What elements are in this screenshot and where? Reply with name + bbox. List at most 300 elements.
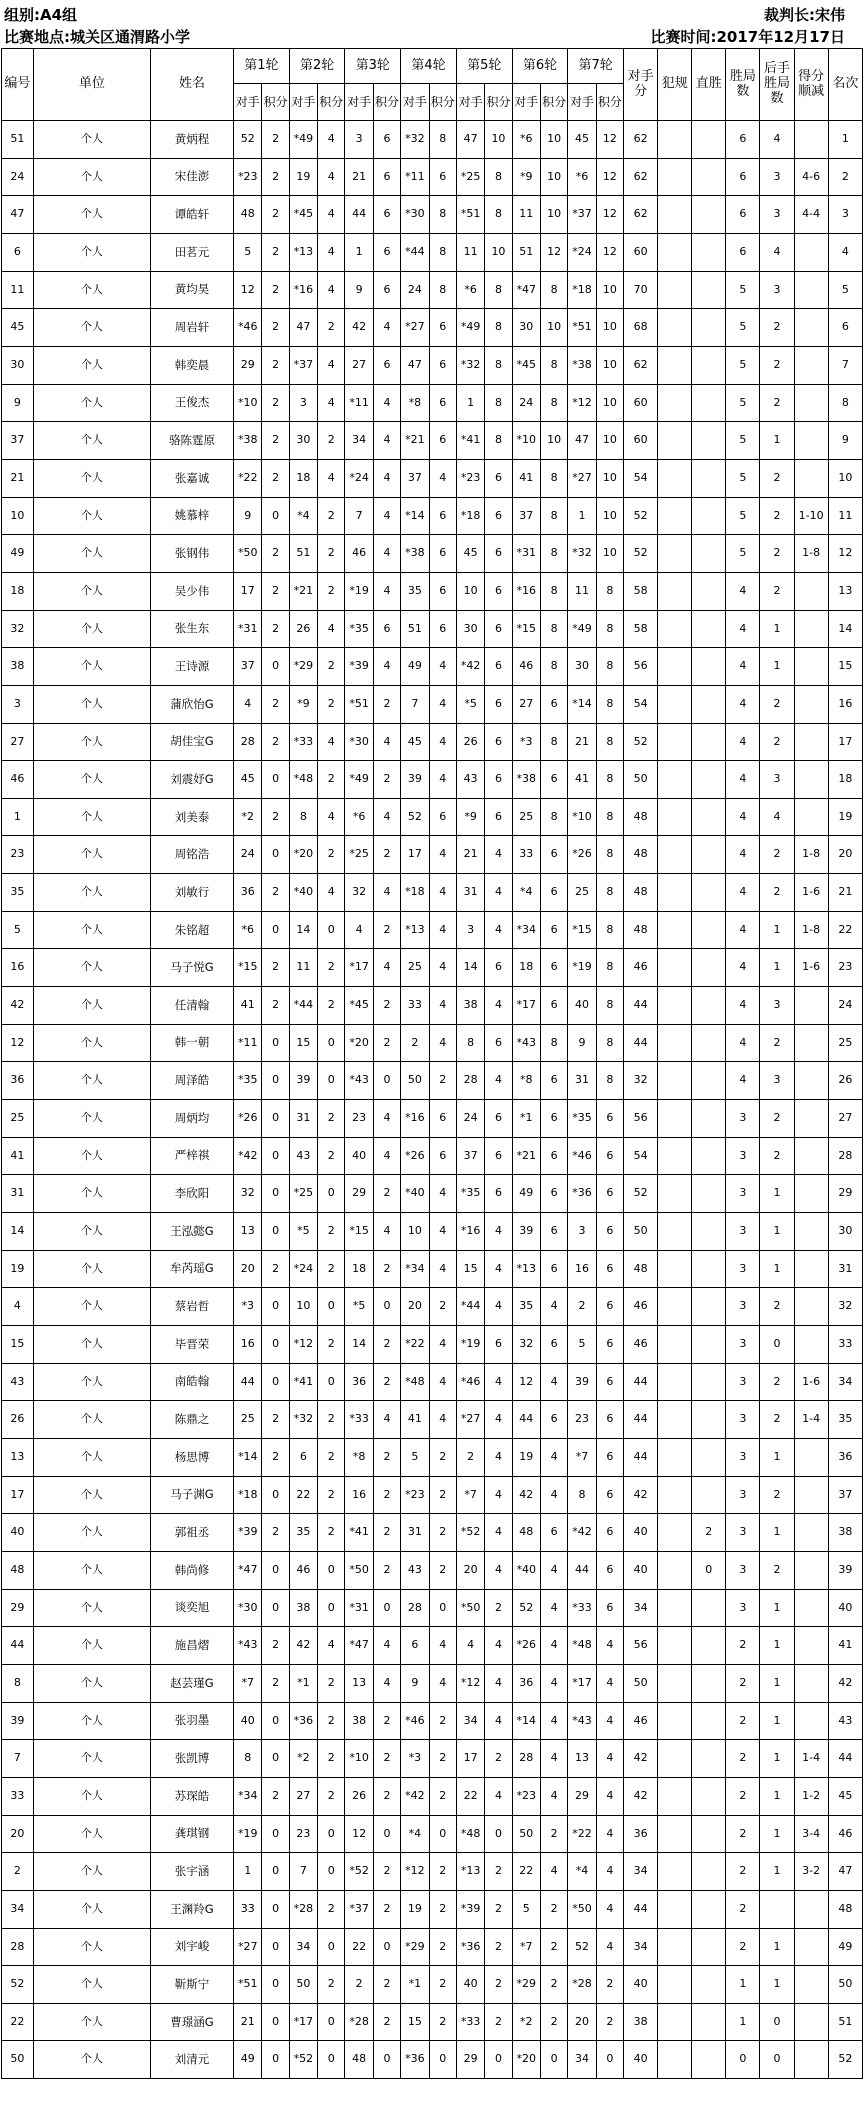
- r3-score-cell: 0: [373, 2041, 400, 2079]
- r5-score-cell: 2: [485, 1589, 512, 1627]
- black-wins-cell: 3: [760, 987, 794, 1025]
- r4-opponent-cell: *8: [401, 384, 429, 422]
- score-deduct-cell: [794, 2041, 828, 2079]
- wins-cell: 5: [726, 346, 760, 384]
- wins-cell: 1: [726, 1966, 760, 2004]
- score-deduct-cell: [794, 723, 828, 761]
- r7-score-cell: 12: [596, 158, 623, 196]
- direct-win-cell: [692, 1777, 726, 1815]
- r3-score-cell: 2: [373, 1326, 400, 1364]
- r5-score-cell: 6: [485, 798, 512, 836]
- opponent-score-cell: 62: [624, 196, 658, 234]
- r1-opponent-cell: 32: [234, 1175, 262, 1213]
- r5-opponent-cell: *9: [456, 798, 484, 836]
- player-name-cell: 杨思博: [150, 1438, 233, 1476]
- r7-opponent-cell: 16: [568, 1250, 596, 1288]
- foul-cell: [658, 309, 692, 347]
- r5-score-cell: 8: [485, 309, 512, 347]
- r7-opponent-cell: *7: [568, 1438, 596, 1476]
- player-no-cell: 37: [2, 422, 34, 460]
- r4-opponent-cell: 49: [401, 648, 429, 686]
- r4-score-cell: 6: [429, 422, 456, 460]
- opponent-subheader: 对手: [568, 84, 596, 121]
- rank-cell: 7: [828, 346, 862, 384]
- r3-opponent-cell: 42: [345, 309, 373, 347]
- direct-win-cell: [692, 1928, 726, 1966]
- score-deduct-cell: 4-4: [794, 196, 828, 234]
- r4-opponent-cell: 37: [401, 459, 429, 497]
- r2-score-cell: 2: [318, 836, 345, 874]
- r5-score-cell: 6: [485, 459, 512, 497]
- r6-score-cell: 6: [541, 1514, 568, 1552]
- r4-opponent-cell: 51: [401, 610, 429, 648]
- player-no-cell: 28: [2, 1928, 34, 1966]
- r4-opponent-cell: 24: [401, 271, 429, 309]
- score-deduct-cell: [794, 1928, 828, 1966]
- r4-score-cell: 2: [429, 1062, 456, 1100]
- r7-score-cell: 6: [596, 1288, 623, 1326]
- direct-win-cell: [692, 1740, 726, 1778]
- r1-opponent-cell: 16: [234, 1326, 262, 1364]
- direct-win-cell: [692, 1100, 726, 1138]
- opponent-subheader: 对手: [401, 84, 429, 121]
- r7-opponent-cell: 2: [568, 1288, 596, 1326]
- r4-opponent-cell: *16: [401, 1100, 429, 1138]
- r3-opponent-cell: *17: [345, 949, 373, 987]
- foul-cell: [658, 1966, 692, 2004]
- player-no-cell: 24: [2, 158, 34, 196]
- player-name-cell: 刘美泰: [150, 798, 233, 836]
- score-deduct-cell: 1-4: [794, 1740, 828, 1778]
- r4-opponent-cell: 50: [401, 1062, 429, 1100]
- r3-opponent-cell: *10: [345, 1740, 373, 1778]
- r6-opponent-cell: *4: [512, 874, 540, 912]
- foul-cell: [658, 836, 692, 874]
- r7-opponent-cell: 23: [568, 1401, 596, 1439]
- r1-score-cell: 2: [262, 422, 289, 460]
- black-wins-cell: 3: [760, 271, 794, 309]
- r2-opponent-cell: 39: [289, 1062, 317, 1100]
- opponent-score-cell: 56: [624, 1100, 658, 1138]
- r6-opponent-cell: 18: [512, 949, 540, 987]
- score-deduct-cell: [794, 648, 828, 686]
- unit-cell: 个人: [33, 761, 150, 799]
- wins-cell: 6: [726, 121, 760, 159]
- unit-cell: 个人: [33, 1476, 150, 1514]
- r5-opponent-cell: 38: [456, 987, 484, 1025]
- r6-score-cell: 4: [541, 1740, 568, 1778]
- direct-win-cell: [692, 1476, 726, 1514]
- r3-opponent-cell: *39: [345, 648, 373, 686]
- col-unit-header: 单位: [33, 49, 150, 121]
- r7-opponent-cell: *43: [568, 1702, 596, 1740]
- r1-score-cell: 0: [262, 1890, 289, 1928]
- player-name-cell: 严梓祺: [150, 1137, 233, 1175]
- table-row: [2, 422, 863, 460]
- r4-score-cell: 6: [429, 497, 456, 535]
- r5-opponent-cell: *18: [456, 497, 484, 535]
- table-row: [2, 1250, 863, 1288]
- r4-opponent-cell: 20: [401, 1288, 429, 1326]
- r6-opponent-cell: 44: [512, 1401, 540, 1439]
- r5-score-cell: 2: [485, 1853, 512, 1891]
- r7-score-cell: 10: [596, 384, 623, 422]
- foul-cell: [658, 987, 692, 1025]
- opponent-score-cell: 44: [624, 1024, 658, 1062]
- r1-opponent-cell: *30: [234, 1589, 262, 1627]
- table-row: [2, 346, 863, 384]
- r4-opponent-cell: 31: [401, 1514, 429, 1552]
- opponent-score-cell: 42: [624, 1740, 658, 1778]
- opponent-score-cell: 48: [624, 836, 658, 874]
- r1-score-cell: 2: [262, 1438, 289, 1476]
- r7-opponent-cell: *50: [568, 1890, 596, 1928]
- r5-opponent-cell: *7: [456, 1476, 484, 1514]
- table-row: [2, 761, 863, 799]
- r5-opponent-cell: 3: [456, 911, 484, 949]
- r3-opponent-cell: *51: [345, 685, 373, 723]
- r6-score-cell: 2: [541, 1815, 568, 1853]
- r4-score-cell: 4: [429, 949, 456, 987]
- r4-score-cell: 4: [429, 1401, 456, 1439]
- r1-score-cell: 2: [262, 1250, 289, 1288]
- foul-cell: [658, 1213, 692, 1251]
- r2-opponent-cell: *1: [289, 1664, 317, 1702]
- player-no-cell: 17: [2, 1476, 34, 1514]
- r3-opponent-cell: 38: [345, 1702, 373, 1740]
- r5-score-cell: 4: [485, 1401, 512, 1439]
- r2-score-cell: 2: [318, 1664, 345, 1702]
- r5-opponent-cell: 30: [456, 610, 484, 648]
- r2-score-cell: 2: [318, 1966, 345, 2004]
- r4-opponent-cell: *4: [401, 1815, 429, 1853]
- score-deduct-cell: 1-4: [794, 1401, 828, 1439]
- r6-score-cell: 6: [541, 1326, 568, 1364]
- r6-score-cell: 10: [541, 309, 568, 347]
- r3-score-cell: 4: [373, 1627, 400, 1665]
- table-row: [2, 158, 863, 196]
- wins-cell: 5: [726, 497, 760, 535]
- direct-win-header: 直胜: [692, 49, 726, 121]
- unit-cell: 个人: [33, 911, 150, 949]
- direct-win-cell: [692, 1702, 726, 1740]
- wins-cell: 3: [726, 1100, 760, 1138]
- foul-cell: [658, 874, 692, 912]
- r3-score-cell: 2: [373, 911, 400, 949]
- black-wins-cell: 2: [760, 723, 794, 761]
- rank-cell: 28: [828, 1137, 862, 1175]
- score-subheader: 积分: [429, 84, 456, 121]
- r1-score-cell: 0: [262, 2003, 289, 2041]
- r5-score-cell: 4: [485, 1551, 512, 1589]
- r1-score-cell: 2: [262, 874, 289, 912]
- r7-opponent-cell: 9: [568, 1024, 596, 1062]
- unit-cell: 个人: [33, 2003, 150, 2041]
- r1-opponent-cell: *7: [234, 1664, 262, 1702]
- table-row: [2, 459, 863, 497]
- r3-score-cell: 2: [373, 1363, 400, 1401]
- unit-cell: 个人: [33, 121, 150, 159]
- player-no-cell: 33: [2, 1777, 34, 1815]
- wins-cell: 4: [726, 685, 760, 723]
- table-row: [2, 723, 863, 761]
- r4-opponent-cell: *22: [401, 1326, 429, 1364]
- rank-cell: 26: [828, 1062, 862, 1100]
- r7-opponent-cell: 30: [568, 648, 596, 686]
- r7-opponent-cell: 25: [568, 874, 596, 912]
- unit-cell: 个人: [33, 1514, 150, 1552]
- r3-opponent-cell: *24: [345, 459, 373, 497]
- r2-opponent-cell: 43: [289, 1137, 317, 1175]
- black-wins-cell: 1: [760, 1928, 794, 1966]
- r4-opponent-cell: *18: [401, 874, 429, 912]
- player-name-cell: 龚琪钢: [150, 1815, 233, 1853]
- score-deduct-cell: [794, 1664, 828, 1702]
- direct-win-cell: [692, 1024, 726, 1062]
- player-no-cell: 32: [2, 610, 34, 648]
- r4-score-cell: 4: [429, 761, 456, 799]
- table-row: [2, 1175, 863, 1213]
- r4-opponent-cell: 39: [401, 761, 429, 799]
- player-name-cell: 周铭浩: [150, 836, 233, 874]
- black-wins-cell: 2: [760, 459, 794, 497]
- player-name-cell: 靳斯宁: [150, 1966, 233, 2004]
- black-wins-cell: 2: [760, 535, 794, 573]
- direct-win-cell: [692, 309, 726, 347]
- wins-cell: 3: [726, 1551, 760, 1589]
- player-no-cell: 34: [2, 1890, 34, 1928]
- direct-win-cell: [692, 1589, 726, 1627]
- foul-cell: [658, 1853, 692, 1891]
- player-name-cell: 马子悦G: [150, 949, 233, 987]
- opponent-score-cell: 46: [624, 1288, 658, 1326]
- r7-opponent-cell: *49: [568, 610, 596, 648]
- r6-opponent-cell: *10: [512, 422, 540, 460]
- unit-cell: 个人: [33, 1062, 150, 1100]
- r5-opponent-cell: *42: [456, 648, 484, 686]
- r6-score-cell: 6: [541, 1175, 568, 1213]
- direct-win-cell: [692, 1401, 726, 1439]
- unit-cell: 个人: [33, 1288, 150, 1326]
- player-name-cell: 李欣阳: [150, 1175, 233, 1213]
- r2-score-cell: 2: [318, 1137, 345, 1175]
- r5-opponent-cell: 20: [456, 1551, 484, 1589]
- r7-score-cell: 4: [596, 1627, 623, 1665]
- table-row: [2, 1966, 863, 2004]
- r4-score-cell: 6: [429, 798, 456, 836]
- rank-cell: 40: [828, 1589, 862, 1627]
- r2-opponent-cell: *48: [289, 761, 317, 799]
- wins-cell: 2: [726, 1740, 760, 1778]
- round-header: 第2轮: [289, 49, 345, 84]
- player-no-cell: 13: [2, 1438, 34, 1476]
- r4-opponent-cell: 47: [401, 346, 429, 384]
- r5-score-cell: 6: [485, 723, 512, 761]
- r6-opponent-cell: *23: [512, 1777, 540, 1815]
- r4-opponent-cell: *26: [401, 1137, 429, 1175]
- table-row: [2, 1514, 863, 1552]
- black-wins-cell: 2: [760, 1363, 794, 1401]
- rank-cell: 15: [828, 648, 862, 686]
- opponent-score-cell: 48: [624, 911, 658, 949]
- r3-score-cell: 2: [373, 1740, 400, 1778]
- opponent-score-cell: 36: [624, 1815, 658, 1853]
- player-name-cell: 周泽皓: [150, 1062, 233, 1100]
- opponent-score-cell: 56: [624, 1627, 658, 1665]
- foul-cell: [658, 1476, 692, 1514]
- r1-score-cell: 0: [262, 1288, 289, 1326]
- col-no-header: 编号: [2, 49, 34, 121]
- r1-score-cell: 2: [262, 685, 289, 723]
- r3-score-cell: 2: [373, 1175, 400, 1213]
- r6-opponent-cell: 51: [512, 233, 540, 271]
- opponent-score-cell: 56: [624, 648, 658, 686]
- r2-score-cell: 2: [318, 535, 345, 573]
- r1-opponent-cell: *34: [234, 1777, 262, 1815]
- r5-opponent-cell: 21: [456, 836, 484, 874]
- r6-opponent-cell: 28: [512, 1740, 540, 1778]
- r7-opponent-cell: *48: [568, 1627, 596, 1665]
- score-deduct-cell: [794, 1062, 828, 1100]
- player-no-cell: 48: [2, 1551, 34, 1589]
- rank-cell: 36: [828, 1438, 862, 1476]
- rank-cell: 35: [828, 1401, 862, 1439]
- r7-opponent-cell: *28: [568, 1966, 596, 2004]
- r1-score-cell: 2: [262, 1401, 289, 1439]
- r7-score-cell: 12: [596, 196, 623, 234]
- player-name-cell: 朱铭超: [150, 911, 233, 949]
- table-row: [2, 1890, 863, 1928]
- unit-cell: 个人: [33, 1589, 150, 1627]
- score-deduct-cell: [794, 271, 828, 309]
- unit-cell: 个人: [33, 1853, 150, 1891]
- opponent-score-cell: 60: [624, 422, 658, 460]
- player-name-cell: 任清翰: [150, 987, 233, 1025]
- r3-opponent-cell: 26: [345, 1777, 373, 1815]
- r3-score-cell: 6: [373, 121, 400, 159]
- r3-score-cell: 2: [373, 685, 400, 723]
- opponent-score-cell: 50: [624, 761, 658, 799]
- r5-opponent-cell: 28: [456, 1062, 484, 1100]
- black-wins-cell: 1: [760, 1853, 794, 1891]
- r1-opponent-cell: 5: [234, 233, 262, 271]
- direct-win-cell: [692, 158, 726, 196]
- r5-score-cell: 8: [485, 346, 512, 384]
- r6-score-cell: 6: [541, 911, 568, 949]
- r5-opponent-cell: 31: [456, 874, 484, 912]
- unit-cell: 个人: [33, 1438, 150, 1476]
- r4-score-cell: 2: [429, 1438, 456, 1476]
- r1-opponent-cell: 29: [234, 346, 262, 384]
- r1-score-cell: 0: [262, 2041, 289, 2079]
- r1-opponent-cell: 8: [234, 1740, 262, 1778]
- score-deduct-cell: [794, 1326, 828, 1364]
- venue-label: 比赛地点:城关区通渭路小学: [4, 28, 190, 46]
- r1-opponent-cell: 41: [234, 987, 262, 1025]
- opponent-score-cell: 40: [624, 2041, 658, 2079]
- r5-score-cell: 4: [485, 1627, 512, 1665]
- player-no-cell: 10: [2, 497, 34, 535]
- r3-opponent-cell: *37: [345, 1890, 373, 1928]
- r3-opponent-cell: 32: [345, 874, 373, 912]
- player-name-cell: 田茗元: [150, 233, 233, 271]
- r5-opponent-cell: *5: [456, 685, 484, 723]
- r1-score-cell: 2: [262, 459, 289, 497]
- r3-opponent-cell: 36: [345, 1363, 373, 1401]
- player-name-cell: 毕晋荣: [150, 1326, 233, 1364]
- r5-opponent-cell: 43: [456, 761, 484, 799]
- r4-score-cell: 2: [429, 2003, 456, 2041]
- rank-cell: 8: [828, 384, 862, 422]
- wins-cell: 3: [726, 1250, 760, 1288]
- r6-opponent-cell: *31: [512, 535, 540, 573]
- r2-score-cell: 2: [318, 1777, 345, 1815]
- score-deduct-cell: [794, 987, 828, 1025]
- r6-opponent-cell: *45: [512, 346, 540, 384]
- foul-cell: [658, 1702, 692, 1740]
- r1-score-cell: 2: [262, 196, 289, 234]
- score-deduct-cell: [794, 1213, 828, 1251]
- foul-cell: [658, 497, 692, 535]
- r6-opponent-cell: *16: [512, 572, 540, 610]
- table-row: [2, 1476, 863, 1514]
- r7-score-cell: 8: [596, 949, 623, 987]
- r2-score-cell: 4: [318, 874, 345, 912]
- player-no-cell: 22: [2, 2003, 34, 2041]
- opponent-score-cell: 46: [624, 1326, 658, 1364]
- r7-opponent-cell: *17: [568, 1664, 596, 1702]
- r3-opponent-cell: 23: [345, 1100, 373, 1138]
- r4-score-cell: 6: [429, 572, 456, 610]
- r5-score-cell: 4: [485, 1514, 512, 1552]
- r3-opponent-cell: *28: [345, 2003, 373, 2041]
- r2-opponent-cell: 30: [289, 422, 317, 460]
- r6-opponent-cell: 48: [512, 1514, 540, 1552]
- r5-opponent-cell: 26: [456, 723, 484, 761]
- black-wins-cell: 3: [760, 1062, 794, 1100]
- r7-score-cell: 6: [596, 1551, 623, 1589]
- r3-opponent-cell: 7: [345, 497, 373, 535]
- r3-score-cell: 2: [373, 1024, 400, 1062]
- foul-cell: [658, 1363, 692, 1401]
- r7-opponent-cell: *38: [568, 346, 596, 384]
- unit-cell: 个人: [33, 497, 150, 535]
- table-row: [2, 1551, 863, 1589]
- player-no-cell: 47: [2, 196, 34, 234]
- r4-opponent-cell: 33: [401, 987, 429, 1025]
- r7-score-cell: 6: [596, 1438, 623, 1476]
- r7-score-cell: 6: [596, 1137, 623, 1175]
- table-body: [2, 121, 863, 2079]
- r2-score-cell: 4: [318, 610, 345, 648]
- foul-cell: [658, 610, 692, 648]
- r6-opponent-cell: 37: [512, 497, 540, 535]
- wins-cell: 3: [726, 1401, 760, 1439]
- r5-opponent-cell: 29: [456, 2041, 484, 2079]
- foul-cell: [658, 723, 692, 761]
- unit-cell: 个人: [33, 1777, 150, 1815]
- r5-opponent-cell: *52: [456, 1514, 484, 1552]
- r7-score-cell: 4: [596, 1853, 623, 1891]
- r1-score-cell: 0: [262, 1589, 289, 1627]
- rank-cell: 21: [828, 874, 862, 912]
- opponent-subheader: 对手: [345, 84, 373, 121]
- group-label: 组别:A4组: [4, 6, 78, 24]
- unit-cell: 个人: [33, 1326, 150, 1364]
- r1-score-cell: 2: [262, 271, 289, 309]
- player-no-cell: 44: [2, 1627, 34, 1665]
- r6-opponent-cell: *6: [512, 121, 540, 159]
